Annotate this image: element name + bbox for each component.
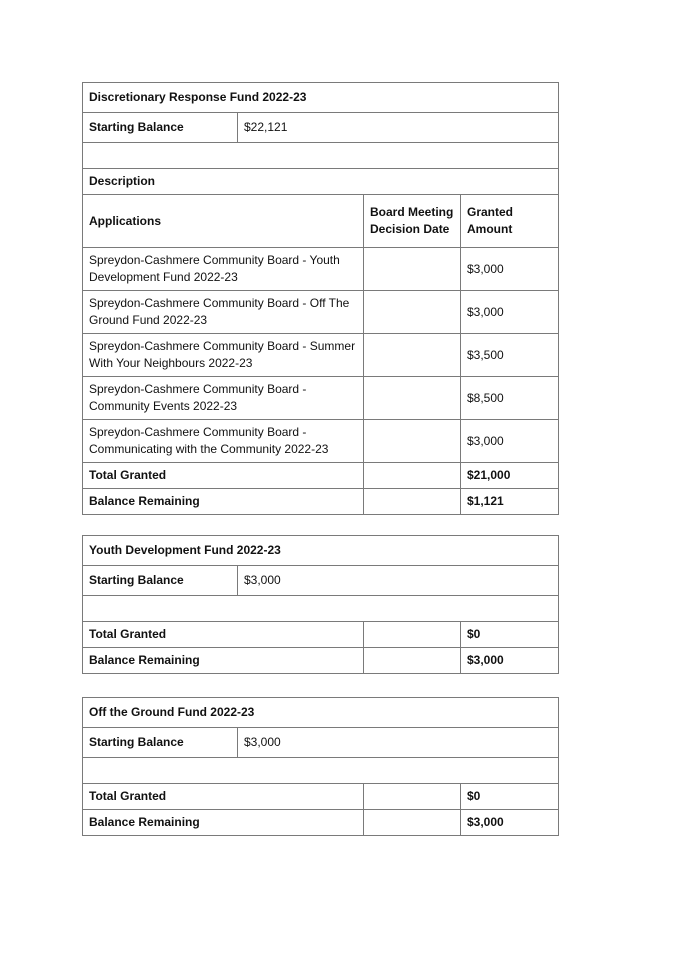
blank-row	[83, 758, 559, 784]
decision-date	[364, 334, 461, 377]
blank-row	[83, 596, 559, 622]
application-name: Spreydon-Cashmere Community Board - Communicating with the Community 2022-23	[83, 420, 364, 463]
application-name: Spreydon-Cashmere Community Board - Community Events 2022-23	[83, 377, 364, 420]
blank-row	[83, 143, 559, 169]
off-the-ground-fund-table	[82, 697, 559, 836]
applications-header: Applications	[83, 195, 364, 248]
decision-date	[364, 248, 461, 291]
youth-development-fund-table	[82, 535, 559, 674]
empty-cell	[364, 784, 461, 810]
decision-date	[364, 377, 461, 420]
table-row	[83, 248, 559, 291]
application-name: Spreydon-Cashmere Community Board - Youth Development Fund 2022-23	[83, 248, 364, 291]
balance-remaining-label: Balance Remaining	[83, 489, 364, 515]
granted-amount: $8,500	[461, 377, 559, 420]
table-title: Youth Development Fund 2022-23	[83, 536, 559, 566]
starting-balance-value: $3,000	[238, 566, 559, 596]
balance-remaining-value: $1,121	[461, 489, 559, 515]
granted-amount-header: Granted Amount	[461, 195, 559, 248]
discretionary-response-fund-table	[82, 82, 559, 515]
balance-remaining-label: Balance Remaining	[83, 810, 364, 836]
decision-date	[364, 420, 461, 463]
total-granted-value: $0	[461, 784, 559, 810]
granted-amount: $3,500	[461, 334, 559, 377]
starting-balance-value: $22,121	[238, 113, 559, 143]
table-title: Off the Ground Fund 2022-23	[83, 698, 559, 728]
empty-cell	[364, 810, 461, 836]
total-granted-label: Total Granted	[83, 463, 364, 489]
starting-balance-value: $3,000	[238, 728, 559, 758]
application-name: Spreydon-Cashmere Community Board - Summer With Your Neighbours 2022-23	[83, 334, 364, 377]
starting-balance-label: Starting Balance	[83, 728, 238, 758]
total-granted-value: $21,000	[461, 463, 559, 489]
balance-remaining-label: Balance Remaining	[83, 648, 364, 674]
decision-date-header: Board Meeting Decision Date	[364, 195, 461, 248]
empty-cell	[364, 463, 461, 489]
table-row	[83, 377, 559, 420]
granted-amount: $3,000	[461, 420, 559, 463]
decision-date	[364, 291, 461, 334]
table-title: Discretionary Response Fund 2022-23	[83, 83, 559, 113]
starting-balance-label: Starting Balance	[83, 566, 238, 596]
application-name: Spreydon-Cashmere Community Board - Off The Ground Fund 2022-23	[83, 291, 364, 334]
total-granted-label: Total Granted	[83, 784, 364, 810]
empty-cell	[364, 622, 461, 648]
total-granted-label: Total Granted	[83, 622, 364, 648]
empty-cell	[364, 648, 461, 674]
balance-remaining-value: $3,000	[461, 648, 559, 674]
table-row	[83, 291, 559, 334]
balance-remaining-value: $3,000	[461, 810, 559, 836]
starting-balance-label: Starting Balance	[83, 113, 238, 143]
total-granted-value: $0	[461, 622, 559, 648]
empty-cell	[364, 489, 461, 515]
table-row	[83, 420, 559, 463]
description-label: Description	[83, 169, 559, 195]
table-row	[83, 334, 559, 377]
granted-amount: $3,000	[461, 248, 559, 291]
granted-amount: $3,000	[461, 291, 559, 334]
